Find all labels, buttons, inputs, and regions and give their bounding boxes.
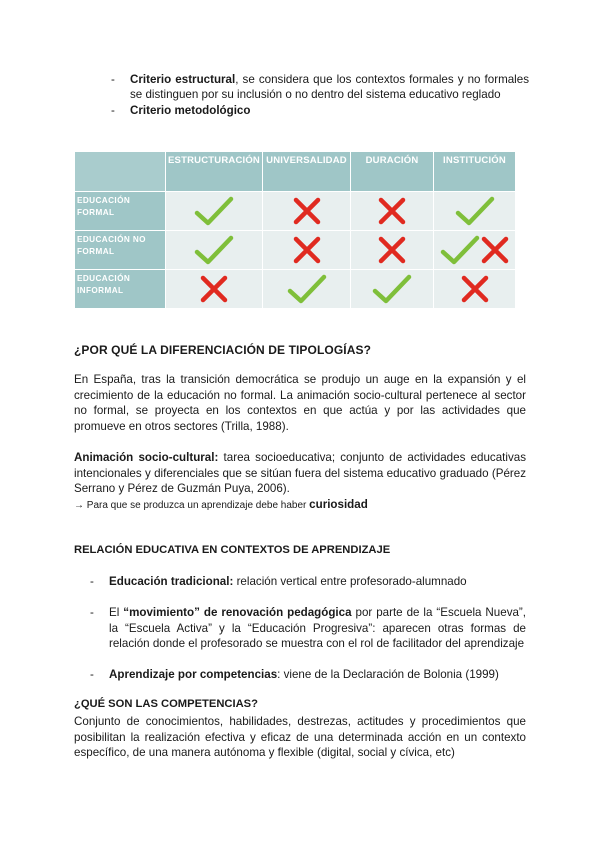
relation-description: : viene de la Declaración de Bolonia (1999)	[277, 668, 499, 681]
paragraph-animacion	[74, 450, 526, 513]
row-header	[75, 192, 166, 231]
relation-description: por parte de la “Escuela Nueva”, la “Escuela Activa” y la “Educación Progresiva”: aparecen otras formas de relación donde el profesorado se muestra con el rol de facilitador del aprendizaje	[109, 606, 527, 650]
row-header-line: EDUCACIÓN	[77, 274, 131, 283]
table-header-row	[75, 152, 516, 192]
table-cell	[263, 231, 351, 270]
bullet-dash: -	[90, 575, 94, 588]
relation-item-movement	[90, 605, 526, 652]
relation-item-competencies	[90, 667, 526, 683]
relation-item-traditional	[90, 574, 526, 590]
row-header-line: EDUCACIÓN	[77, 196, 131, 205]
table-cell	[166, 270, 263, 309]
relation-term: “movimiento” de renovación pedagógica	[123, 606, 352, 619]
relation-description: relación vertical entre profesorado-alumnado	[233, 575, 467, 588]
table-cell	[351, 270, 434, 309]
table-cell	[351, 192, 434, 231]
check-icon	[194, 202, 234, 219]
criteria-description: , se considera que los contextos formales y no formales se distinguen por su inclusión o no dentro del sistema educativo reglado	[130, 73, 530, 102]
bullet-dash: -	[111, 73, 115, 86]
row-header-line: FORMAL	[77, 208, 115, 217]
check-icon	[372, 280, 412, 297]
section-heading-relacion: RELACIÓN EDUCATIVA EN CONTEXTOS DE APRENDIZAJE	[74, 544, 391, 556]
definition-text: tarea socioeducativa; conjunto de actividades educativas intencionales y diferenciales que se sitúan fuera del sistema educativo graduado (Pérez Serrano y Pérez de Guzmán Puya, 2006).	[74, 451, 526, 495]
relation-prefix: El	[109, 606, 124, 619]
cross-icon	[199, 280, 229, 297]
cross-icon	[460, 280, 490, 297]
cross-icon	[480, 241, 510, 258]
criteria-term: Criterio estructural	[130, 73, 236, 86]
bullet-dash: -	[111, 103, 115, 117]
paragraph-competencias: Conjunto de conocimientos, habilidades, destrezas, actitudes y procedimientos que posibilitan la realización efectiva y eficaz de una determinada acción en un contexto específico, de una manera autónoma y flexible (digital, social y cívica, etc)	[74, 715, 526, 759]
criteria-term: Criterio metodológico	[130, 103, 251, 117]
column-header: DURACIÓN	[351, 152, 434, 192]
table-cell	[263, 270, 351, 309]
cross-icon	[292, 241, 322, 258]
column-header: INSTITUCIÓN	[434, 152, 516, 192]
bullet-dash: -	[90, 606, 94, 619]
table-row	[75, 192, 516, 231]
table-cell	[166, 231, 263, 270]
section-heading-tipologias: ¿POR QUÉ LA DIFERENCIACIÓN DE TIPOLOGÍAS?	[74, 343, 371, 357]
criteria-item-structural	[111, 72, 529, 103]
row-header	[75, 270, 166, 309]
row-header-line: FORMAL	[77, 247, 115, 256]
arrow-note-keyword: curiosidad	[309, 497, 368, 511]
section-heading-competencias: ¿QUÉ SON LAS COMPETENCIAS?	[74, 698, 258, 710]
table-cell	[263, 192, 351, 231]
table-cell	[166, 192, 263, 231]
row-header-line: INFORMAL	[77, 286, 124, 295]
column-header: UNIVERSALIDAD	[263, 152, 351, 192]
table-cell	[434, 192, 516, 231]
table-row	[75, 231, 516, 270]
criteria-list	[111, 72, 529, 118]
comparison-table	[74, 151, 516, 309]
bullet-dash: -	[90, 668, 94, 681]
table-cell	[434, 231, 516, 270]
cross-icon	[377, 202, 407, 219]
check-icon	[440, 241, 480, 258]
table-row	[75, 270, 516, 309]
criteria-item-methodological	[111, 103, 529, 118]
table-corner-cell	[75, 152, 166, 192]
definition-term: Animación socio-cultural:	[74, 451, 219, 464]
cross-icon	[292, 202, 322, 219]
relation-term: Educación tradicional:	[109, 575, 234, 588]
cross-icon	[377, 241, 407, 258]
column-header: ESTRUCTURACIÓN	[166, 152, 263, 192]
check-icon	[287, 280, 327, 297]
check-icon	[194, 241, 234, 258]
table-cell	[434, 270, 516, 309]
table-cell	[351, 231, 434, 270]
paragraph-espana: En España, tras la transición democrática se produjo un auge en la expansión y el crecimiento de la educación no formal. La animación socio-cultural pertenece al sector no formal, se proyecta en los contextos en que actúa y por las actividades que promueve en otros sectores (Trilla, 1988).	[74, 373, 526, 433]
row-header-line: EDUCACIÓN NO	[77, 235, 146, 244]
arrow-note: → Para que se produzca un aprendizaje debe haber	[74, 499, 310, 511]
relation-term: Aprendizaje por competencias	[109, 668, 278, 681]
row-header	[75, 231, 166, 270]
check-icon	[455, 202, 495, 219]
